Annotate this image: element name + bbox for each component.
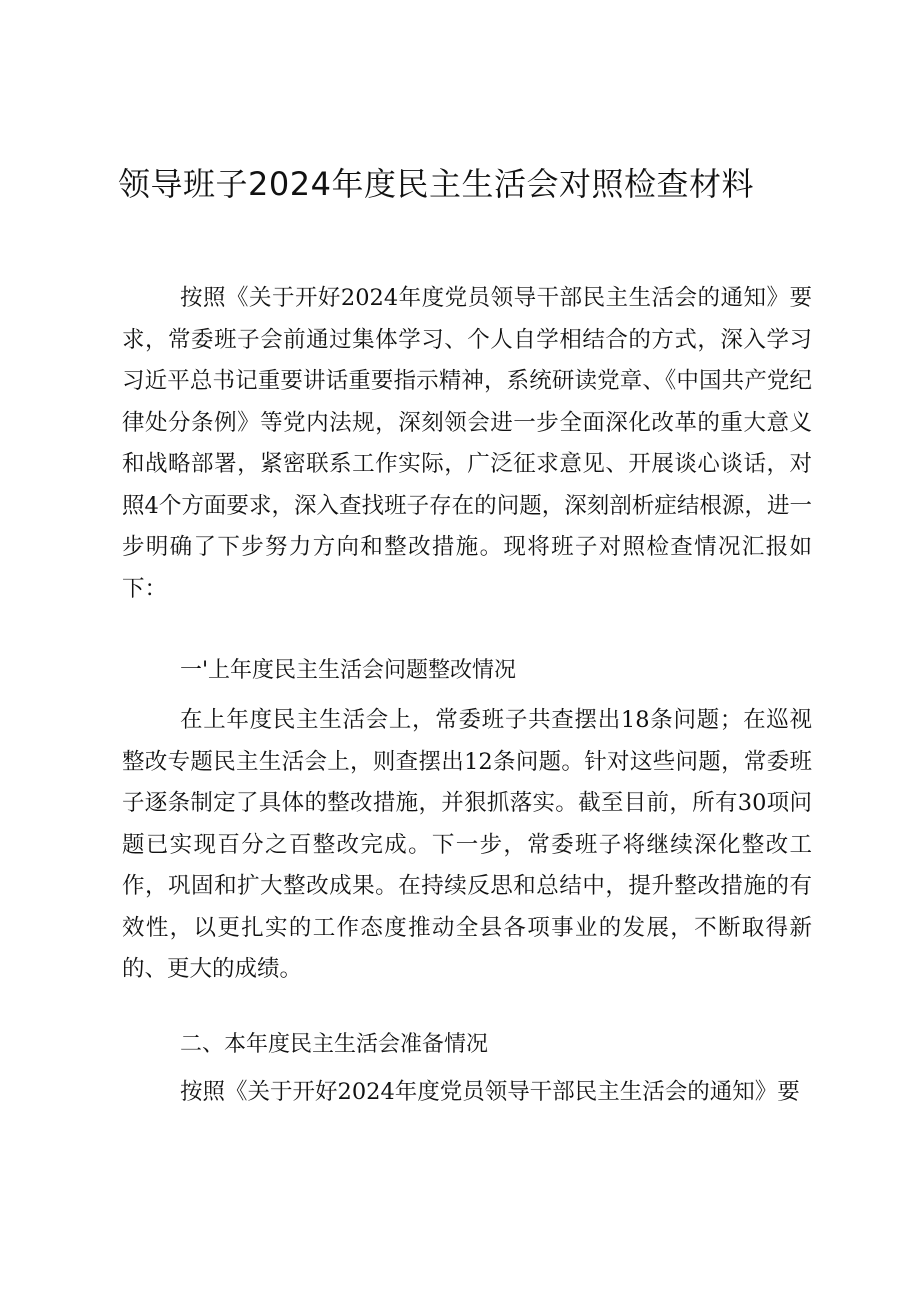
document-title: 领导班子2024年度民主生活会对照检查材料 <box>118 165 754 203</box>
section-heading-2: 二、本年度民主生活会准备情况 <box>180 1032 489 1057</box>
section-1-paragraph: 在上年度民主生活会上，常委班子共查摆出18条问题；在巡视整改专题民主生活会上，则查摆出12条问题。针对这些问题，常委班子逐条制定了具体的整改措施，并狠抓落实。截至目前，所有30项问题已实现百分之百整改完成。下一步，常委班子将继续深化整改工作，巩固和扩大整改成果。在持续反思和总结中，提升整改措施的有效性，以更扎实的工作态度推动全县各项事业的发展，不断取得新的、更大的成绩。 <box>122 707 812 982</box>
intro-paragraph: 按照《关于开好2024年度党员领导干部民主生活会的通知》要求，常委班子会前通过集体学习、个人自学相结合的方式，深入学习习近平总书记重要讲话重要指示精神，系统研读党章、《中国共产党纪律处分条例》等党内法规，深刻领会进一步全面深化改革的重大意义和战略部署，紧密联系工作实际，广泛征求意见、开展谈心谈话，对照4个方面要求，深入查找班子存在的问题，深刻剖析症结根源，进一步明确了下步努力方向和整改措施。现将班子对照检查情况汇报如下： <box>122 285 812 602</box>
section-heading-1: 一'上年度民主生活会问题整改情况 <box>180 658 517 683</box>
section-2-paragraph: 按照《关于开好2024年度党员领导干部民主生活会的通知》要 <box>180 1079 800 1105</box>
